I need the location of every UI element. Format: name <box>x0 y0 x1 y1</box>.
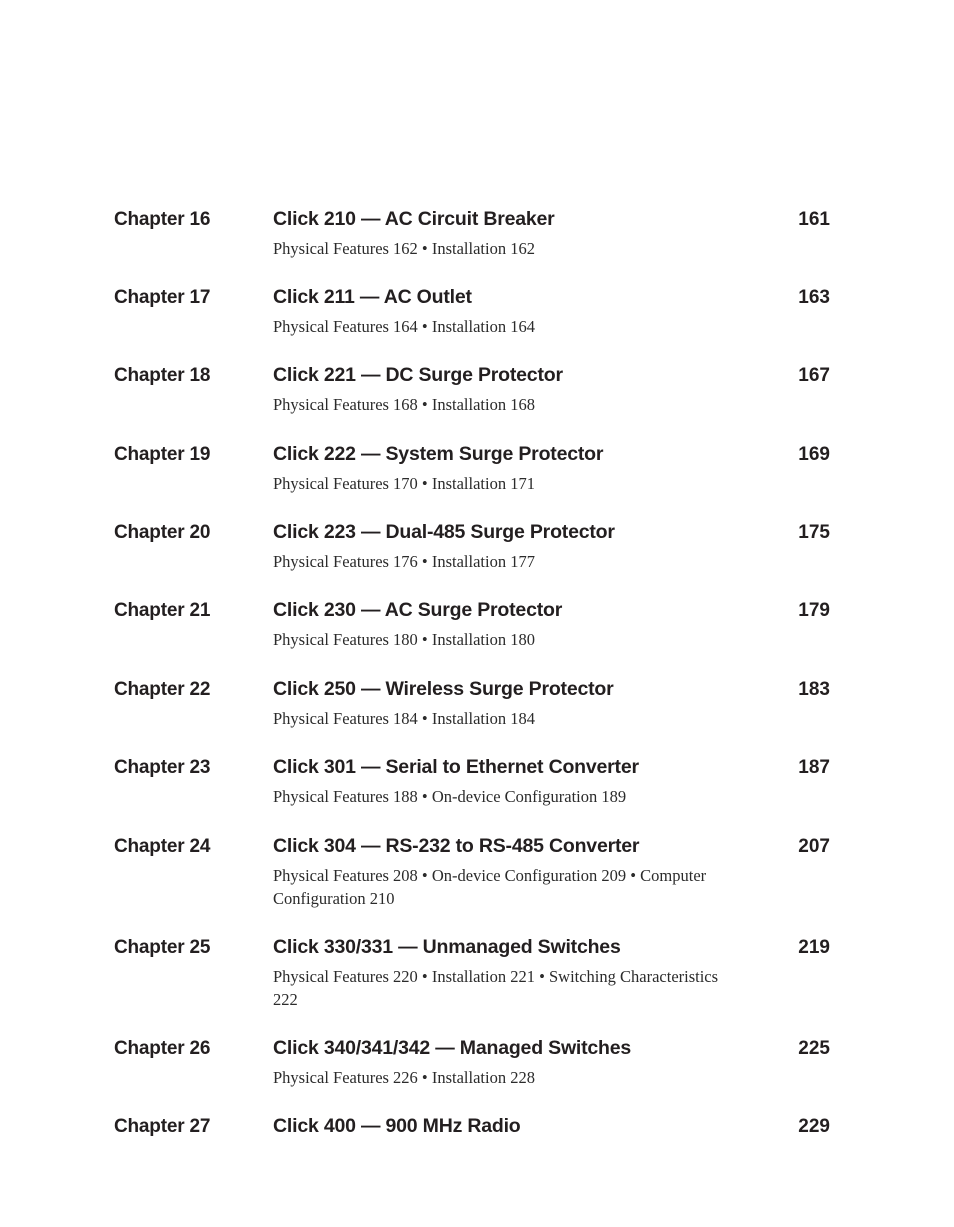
toc-entry[interactable] <box>114 360 830 439</box>
chapter-sections: Physical Features 170 • Installation 171 <box>273 474 535 493</box>
chapter-sections: Physical Features 164 • Installation 164 <box>273 317 535 336</box>
toc-entry[interactable] <box>114 932 830 1033</box>
chapter-sections: Physical Features 226 • Installation 228 <box>273 1068 535 1087</box>
chapter-sections: Physical Features 188 • On-device Configuration 189 <box>273 787 627 806</box>
page-number: 187 <box>798 757 830 778</box>
toc-entry[interactable] <box>114 439 830 517</box>
chapter-title: Click 210 — AC Circuit Breaker <box>273 208 555 230</box>
chapter-number: Chapter 16 <box>114 209 211 230</box>
chapter-sections: Physical Features 168 • Installation 168 <box>273 395 535 414</box>
toc-entry[interactable] <box>114 1111 830 1151</box>
toc-entry[interactable] <box>114 752 830 831</box>
page-number: 163 <box>798 287 830 308</box>
chapter-number: Chapter 21 <box>114 600 211 621</box>
chapter-title: Click 211 — AC Outlet <box>273 286 472 308</box>
table-of-contents <box>114 204 830 1151</box>
chapter-sections: Physical Features 162 • Installation 162 <box>273 239 535 258</box>
chapter-title: Click 304 — RS-232 to RS-485 Converter <box>273 835 640 857</box>
chapter-sections: Physical Features 180 • Installation 180 <box>273 630 535 649</box>
chapter-title: Click 223 — Dual-485 Surge Protector <box>273 521 615 543</box>
chapter-title: Click 222 — System Surge Protector <box>273 443 604 465</box>
chapter-number: Chapter 20 <box>114 522 211 543</box>
page-number: 167 <box>798 365 830 386</box>
toc-entry[interactable] <box>114 1033 830 1111</box>
chapter-number: Chapter 25 <box>114 937 211 958</box>
page-number: 183 <box>798 679 830 700</box>
chapter-number: Chapter 27 <box>114 1116 211 1137</box>
page-number: 219 <box>798 937 830 958</box>
page-number: 225 <box>798 1038 830 1059</box>
chapter-number: Chapter 23 <box>114 757 211 778</box>
chapter-title: Click 250 — Wireless Surge Protector <box>273 678 614 700</box>
chapter-number: Chapter 24 <box>114 836 211 857</box>
chapter-sections: Physical Features 220 • Installation 221 • Switching Characteristics 222 <box>273 967 719 1009</box>
chapter-title: Click 230 — AC Surge Protector <box>273 599 563 621</box>
page-number: 175 <box>798 522 830 543</box>
page-number: 161 <box>798 209 830 230</box>
chapter-number: Chapter 26 <box>114 1038 211 1059</box>
chapter-title: Click 330/331 — Unmanaged Switches <box>273 936 621 958</box>
chapter-number: Chapter 19 <box>114 444 211 465</box>
chapter-number: Chapter 17 <box>114 287 211 308</box>
toc-entry[interactable] <box>114 204 830 282</box>
chapter-title: Click 340/341/342 — Managed Switches <box>273 1037 632 1059</box>
page-number: 229 <box>798 1116 830 1137</box>
chapter-sections: Physical Features 184 • Installation 184 <box>273 709 535 728</box>
chapter-title: Click 221 — DC Surge Protector <box>273 364 563 386</box>
chapter-title: Click 400 — 900 MHz Radio <box>273 1115 521 1137</box>
chapter-number: Chapter 18 <box>114 365 211 386</box>
page-number: 179 <box>798 600 830 621</box>
toc-entry[interactable] <box>114 595 830 674</box>
toc-entry[interactable] <box>114 831 830 932</box>
toc-entry[interactable] <box>114 674 830 752</box>
page-number: 207 <box>798 836 830 857</box>
chapter-sections: Physical Features 208 • On-device Configuration 209 • Computer Configuration 210 <box>273 866 707 908</box>
toc-entry[interactable] <box>114 282 830 360</box>
chapter-sections: Physical Features 176 • Installation 177 <box>273 552 535 571</box>
toc-entry[interactable] <box>114 517 830 595</box>
chapter-title: Click 301 — Serial to Ethernet Converter <box>273 756 639 778</box>
page-number: 169 <box>798 444 830 465</box>
chapter-number: Chapter 22 <box>114 679 211 700</box>
